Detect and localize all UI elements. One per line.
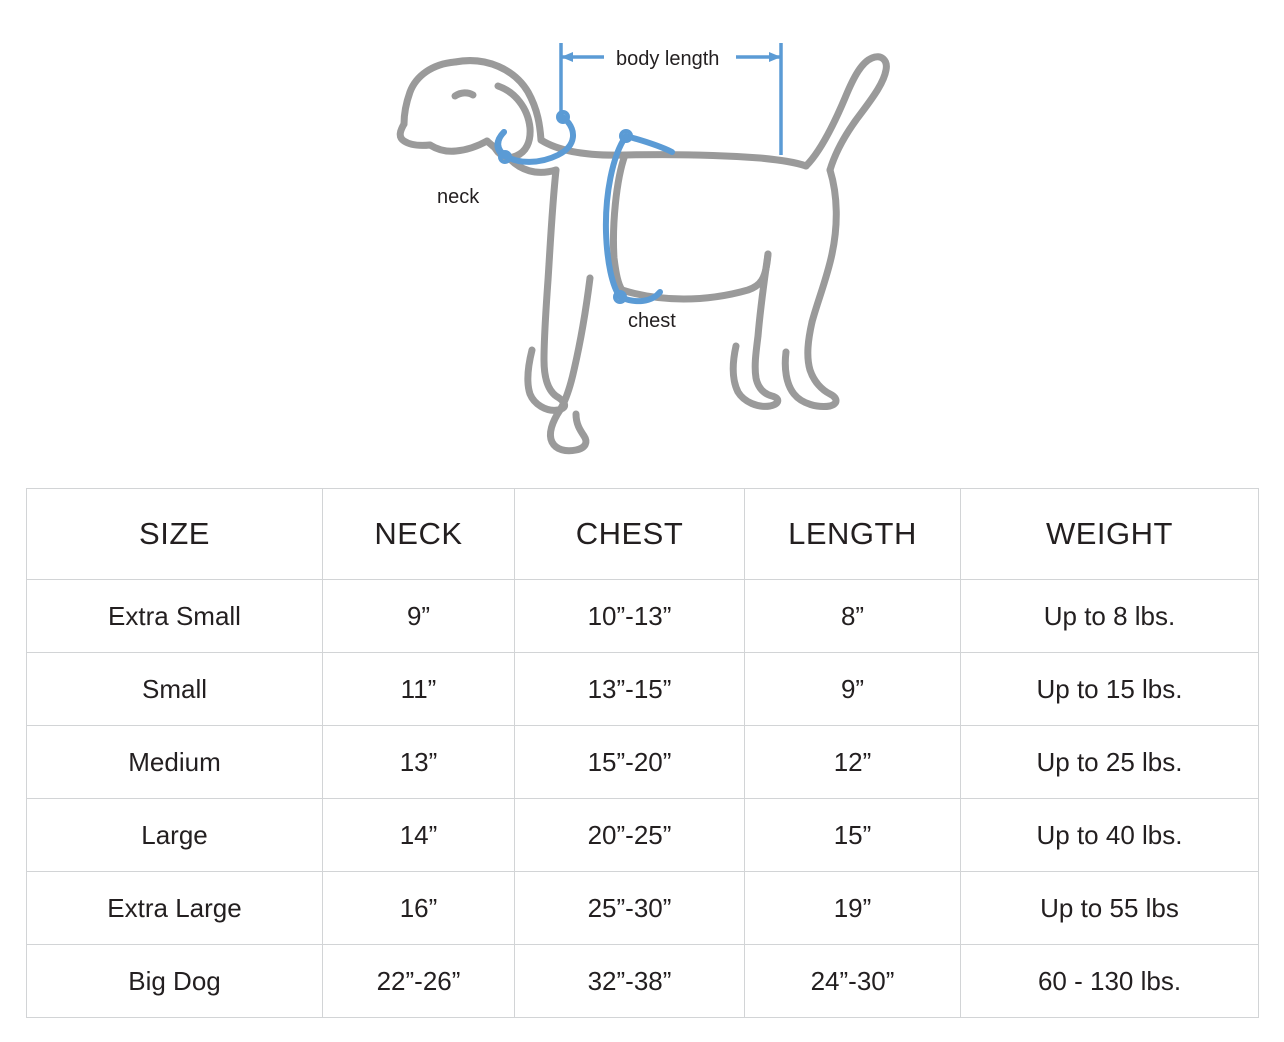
- dog-measurement-diagram: [0, 0, 1284, 478]
- table-row: [27, 872, 1259, 945]
- size-table-wrapper: [26, 488, 1258, 1018]
- cell-weight: Up to 40 lbs.: [961, 799, 1259, 872]
- cell-length: 8”: [745, 580, 961, 653]
- cell-chest: 15”-20”: [515, 726, 745, 799]
- cell-neck: 13”: [323, 726, 515, 799]
- cell-chest: 20”-25”: [515, 799, 745, 872]
- table-row: [27, 580, 1259, 653]
- cell-neck: 22”-26”: [323, 945, 515, 1018]
- size-table-head: [27, 489, 1259, 580]
- cell-neck: 16”: [323, 872, 515, 945]
- column-header-length: LENGTH: [745, 489, 961, 580]
- cell-chest: 32”-38”: [515, 945, 745, 1018]
- cell-chest: 25”-30”: [515, 872, 745, 945]
- cell-chest: 10”-13”: [515, 580, 745, 653]
- chest-label: chest: [628, 310, 676, 332]
- dog-illustration: [0, 0, 1284, 478]
- cell-size: Small: [27, 653, 323, 726]
- table-header-row: [27, 489, 1259, 580]
- column-header-neck: NECK: [323, 489, 515, 580]
- cell-neck: 11”: [323, 653, 515, 726]
- cell-size: Extra Small: [27, 580, 323, 653]
- size-table: [26, 488, 1259, 1018]
- neck-label: neck: [437, 186, 480, 208]
- column-header-chest: CHEST: [515, 489, 745, 580]
- cell-length: 9”: [745, 653, 961, 726]
- column-header-size: SIZE: [27, 489, 323, 580]
- cell-neck: 14”: [323, 799, 515, 872]
- cell-length: 19”: [745, 872, 961, 945]
- cell-weight: 60 - 130 lbs.: [961, 945, 1259, 1018]
- table-row: [27, 726, 1259, 799]
- cell-weight: Up to 15 lbs.: [961, 653, 1259, 726]
- cell-chest: 13”-15”: [515, 653, 745, 726]
- cell-weight: Up to 55 lbs: [961, 872, 1259, 945]
- cell-length: 24”-30”: [745, 945, 961, 1018]
- table-row: [27, 799, 1259, 872]
- cell-size: Extra Large: [27, 872, 323, 945]
- column-header-weight: WEIGHT: [961, 489, 1259, 580]
- cell-weight: Up to 8 lbs.: [961, 580, 1259, 653]
- cell-weight: Up to 25 lbs.: [961, 726, 1259, 799]
- body-length-label: body length: [616, 48, 720, 70]
- cell-length: 12”: [745, 726, 961, 799]
- cell-size: Large: [27, 799, 323, 872]
- cell-size: Big Dog: [27, 945, 323, 1018]
- size-table-body: [27, 580, 1259, 1018]
- cell-size: Medium: [27, 726, 323, 799]
- cell-length: 15”: [745, 799, 961, 872]
- cell-neck: 9”: [323, 580, 515, 653]
- table-row: [27, 945, 1259, 1018]
- table-row: [27, 653, 1259, 726]
